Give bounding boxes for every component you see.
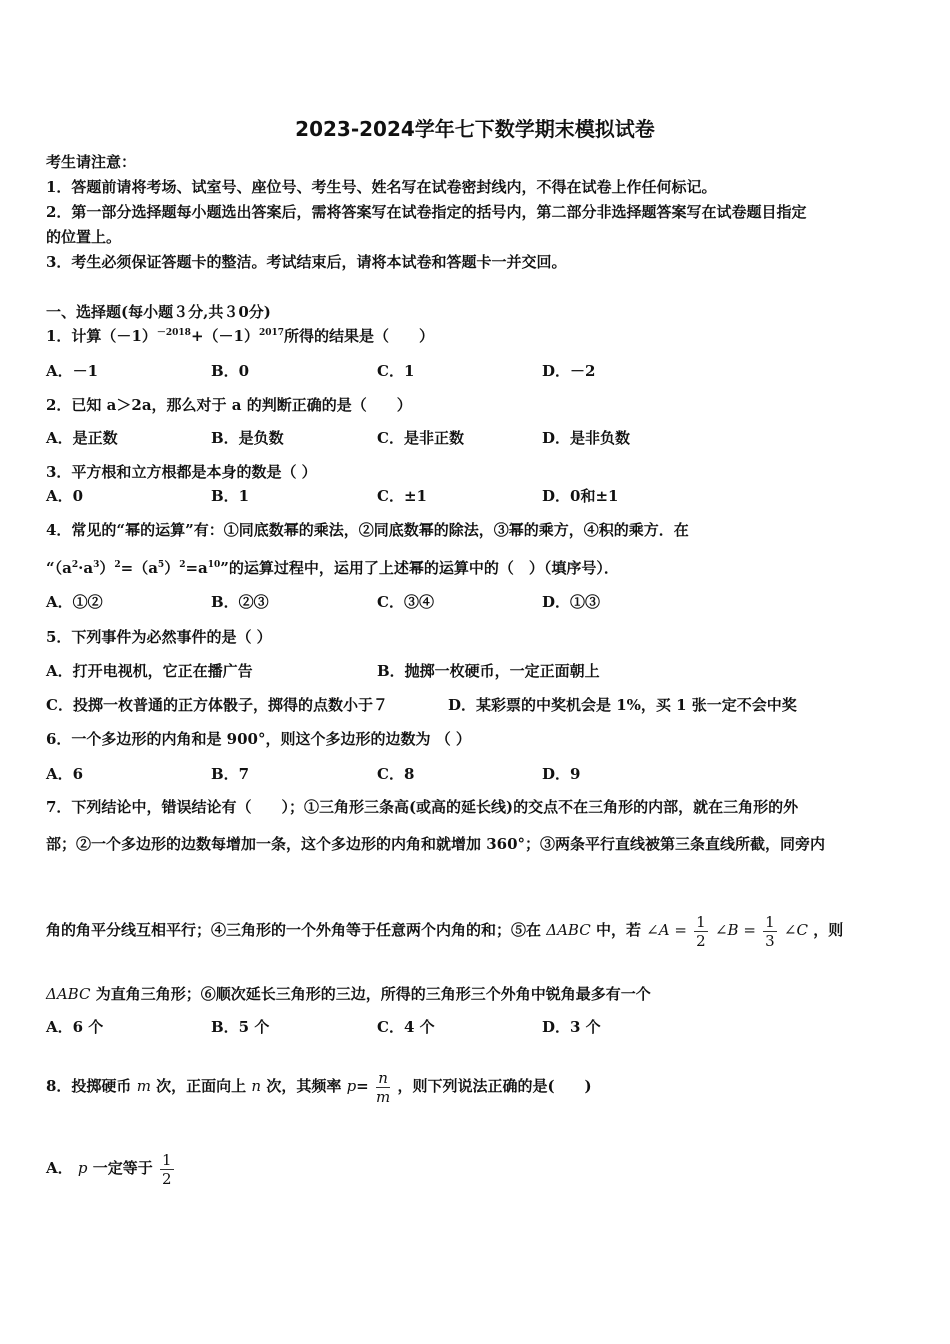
angle-a: ∠A = <box>646 921 687 939</box>
variable-p: p <box>77 1159 88 1177</box>
option-d[interactable]: D．①③ <box>542 593 601 611</box>
option-c[interactable]: C．投掷一枚普通的正方体骰子，掷得的点数小于７ <box>46 696 388 714</box>
variable-p: p <box>346 1077 357 1095</box>
q4-exponent: 2 <box>179 560 186 570</box>
fraction-denominator: 3 <box>765 931 775 950</box>
angle-b: ∠B = <box>714 921 756 939</box>
question-5: 5．下列事件为必然事件的是（ ） <box>46 628 272 646</box>
question-7: 7．下列结论中，错误结论有（ ）；①三角形三条高(或高的延长线)的交点不在三角形的内部，就在三角形的外 <box>46 798 799 816</box>
notice-item: 的位置上。 <box>46 228 122 246</box>
option-b[interactable]: B．②③ <box>211 593 269 611</box>
variable-n: n <box>251 1077 262 1095</box>
question-7-line <box>46 902 843 958</box>
fraction-numerator: 1 <box>765 912 775 931</box>
option-a[interactable]: A．0 <box>46 487 84 505</box>
equals-sign: = <box>356 1077 369 1095</box>
fraction-denominator: 2 <box>696 931 706 950</box>
q4-text: “（a <box>46 559 72 577</box>
option-a[interactable]: A．6 个 <box>46 1018 104 1036</box>
option-b[interactable]: B．5 个 <box>211 1018 270 1036</box>
q4-text: ·a <box>78 559 94 577</box>
q7-text: ，则 <box>813 921 844 939</box>
option-a[interactable]: A．打开电视机，它正在播广告 <box>46 662 253 680</box>
option-a[interactable] <box>46 1140 176 1196</box>
fraction-one-third <box>763 913 777 950</box>
q4-exponent: 3 <box>93 560 100 570</box>
triangle-abc: ΔABC <box>46 985 91 1003</box>
notice-item: 3．考生必须保证答题卡的整洁。考试结束后，请将本试卷和答题卡一并交回。 <box>46 253 567 271</box>
option-b[interactable]: B．1 <box>211 487 250 505</box>
q1-text-post: 所得的结果是（ ） <box>284 327 435 345</box>
fraction-numerator: 1 <box>161 1150 172 1169</box>
question-4-expression <box>46 558 619 578</box>
option-b[interactable]: B．抛掷一枚硬币，一定正面朝上 <box>377 662 600 680</box>
option-d[interactable]: D．0和±1 <box>542 487 619 505</box>
question-6: 6．一个多边形的内角和是 900°，则这个多边形的边数为 （ ） <box>46 730 471 748</box>
angle-c: ∠C <box>783 921 808 939</box>
option-c[interactable]: C．③④ <box>377 593 434 611</box>
q4-exponent: 5 <box>157 560 165 570</box>
fraction-denominator: m <box>375 1087 391 1106</box>
option-d[interactable]: D．3 个 <box>542 1018 601 1036</box>
option-a[interactable]: A．①② <box>46 593 103 611</box>
fraction-one-half <box>694 913 708 950</box>
q4-text: ”的运算过程中，运用了上述幂的运算中的（ ）（填序号）． <box>220 559 619 577</box>
option-d[interactable]: D．9 <box>542 765 581 783</box>
q1-text-pre: 1．计算（－1） <box>46 327 157 345</box>
q8-text: 次，正面向上 <box>156 1077 247 1095</box>
option-a[interactable]: A．6 <box>46 765 84 783</box>
q1-exponent: 2017 <box>258 328 285 338</box>
option-a[interactable]: A．是正数 <box>46 429 118 447</box>
q8-text: ，则下列说法正确的是( ) <box>397 1077 592 1095</box>
question-7-line <box>46 984 651 1004</box>
question-4: 4．常见的“幂的运算”有：①同底数幂的乘法，②同底数幂的除法，③幂的乘方，④积的乘方．在 <box>46 521 689 539</box>
q7-text: 角的角平分线互相平行；④三角形的一个外角等于任意两个内角的和；⑤在 <box>46 921 542 939</box>
q1-exponent: －2018 <box>156 328 191 338</box>
notice-item: 2．第一部分选择题每小题选出答案后，需将答案写在试卷指定的括号内，第二部分非选择题答案写在试卷题目指定 <box>46 203 807 221</box>
option-c[interactable]: C．±1 <box>377 487 427 505</box>
question-1 <box>46 326 434 346</box>
q4-text: =（a <box>120 559 158 577</box>
option-text: 一定等于 <box>92 1159 153 1177</box>
q8-text: 次，其频率 <box>266 1077 342 1095</box>
option-b[interactable]: B．0 <box>211 362 250 380</box>
option-c[interactable]: C．8 <box>377 765 415 783</box>
question-8 <box>46 1058 592 1114</box>
option-label: A． <box>46 1159 73 1177</box>
notice-item: 1．答题前请将考场、试室号、座位号、考生号、姓名写在试卷密封线内，不得在试卷上作任何标记。 <box>46 178 717 196</box>
option-c[interactable]: C．4 个 <box>377 1018 435 1036</box>
fraction-denominator: 2 <box>161 1169 172 1188</box>
q4-text: =a <box>185 559 208 577</box>
q8-text: 8．投掷硬币 <box>46 1077 132 1095</box>
q4-exponent: 2 <box>114 560 121 570</box>
q4-exponent: 10 <box>207 560 221 570</box>
q7-text: 为直角三角形；⑥顺次延长三角形的三边，所得的三角形三个外角中锐角最多有一个 <box>95 985 651 1003</box>
q7-text: 中，若 <box>595 921 641 939</box>
section-heading: 一、选择题(每小题３分,共３0分) <box>46 303 271 321</box>
question-3: 3．平方根和立方根都是本身的数是（ ） <box>46 463 317 481</box>
notice-heading: 考生请注意： <box>46 153 137 171</box>
fraction-numerator: 1 <box>696 912 706 931</box>
q4-text: ） <box>99 559 115 577</box>
option-d[interactable]: D．－2 <box>542 362 596 380</box>
page-title: 2023-2024学年七下数学期末模拟试卷 <box>295 117 655 141</box>
option-b[interactable]: B．7 <box>211 765 250 783</box>
option-d[interactable]: D．是非负数 <box>542 429 631 447</box>
question-2: 2．已知 a＞2a，那么对于 a 的判断正确的是（ ） <box>46 396 412 414</box>
question-7-line: 部；②一个多边形的边数每增加一条，这个多边形的内角和就增加 360°；③两条平行直线被第三条直线所截，同旁内 <box>46 835 826 853</box>
q4-text: ） <box>164 559 180 577</box>
variable-m: m <box>136 1077 151 1095</box>
fraction-one-half <box>160 1151 174 1188</box>
q4-exponent: 2 <box>71 560 79 570</box>
option-b[interactable]: B．是负数 <box>211 429 284 447</box>
option-c[interactable]: C．1 <box>377 362 415 380</box>
option-d[interactable]: D．某彩票的中奖机会是 1%，买 1 张一定不会中奖 <box>448 696 797 714</box>
option-a[interactable]: A．－1 <box>46 362 99 380</box>
triangle-abc: ΔABC <box>546 921 591 939</box>
option-c[interactable]: C．是非正数 <box>377 429 464 447</box>
q1-text-mid: +（－1） <box>190 327 259 345</box>
fraction-numerator: n <box>376 1069 390 1088</box>
fraction-n-over-m <box>376 1069 390 1106</box>
